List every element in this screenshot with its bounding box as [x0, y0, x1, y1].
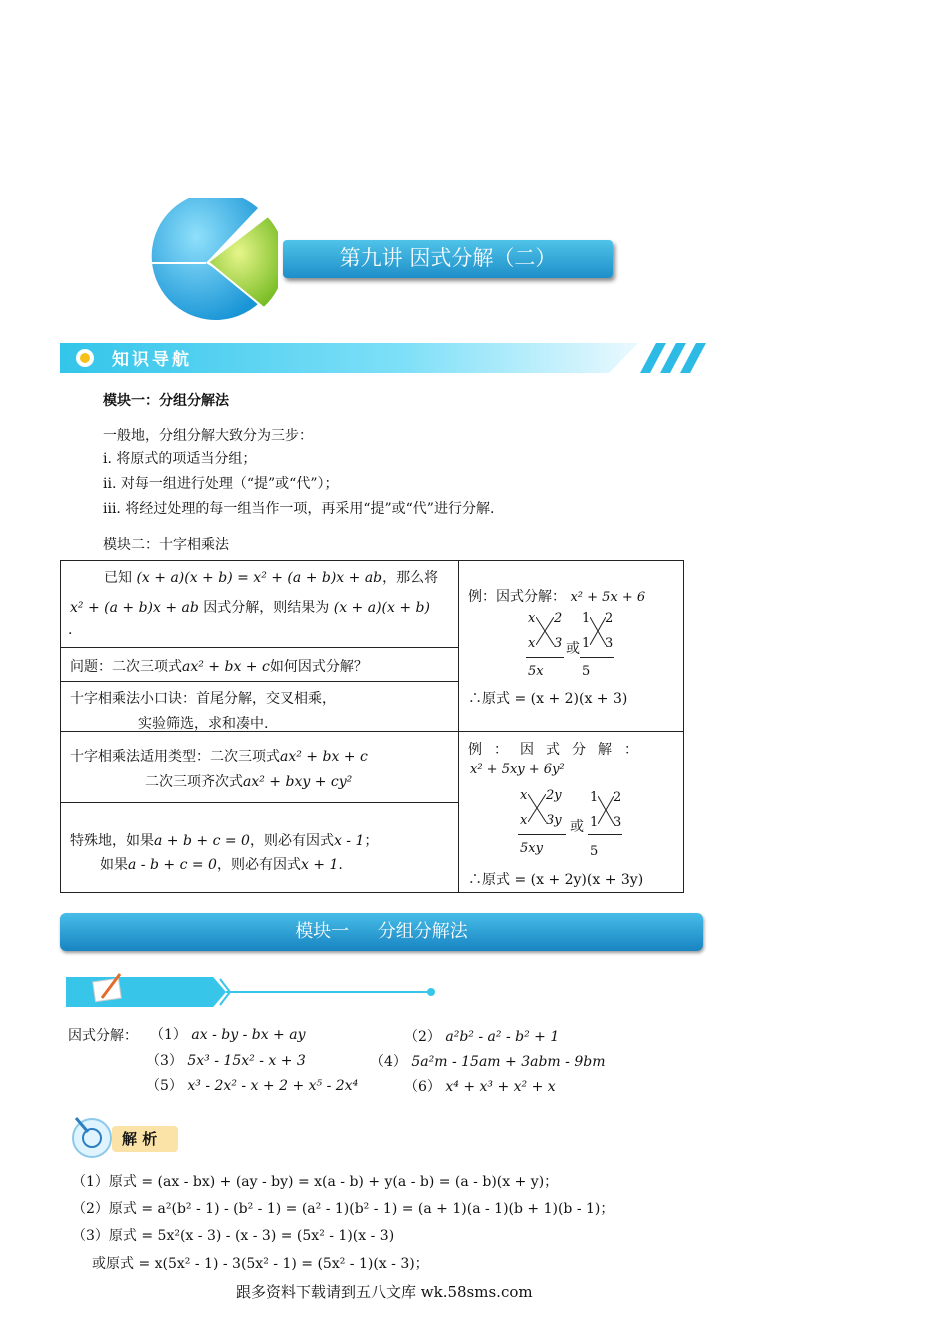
table-cell-text: 二次三项齐次式ax² + bxy + cy²: [145, 774, 353, 790]
exercise-item: （4） 5a²m - 15am + 3abm - 9bm: [370, 1054, 606, 1070]
sum-line: [580, 657, 614, 658]
table-divider: [60, 681, 458, 682]
cross-term: x: [520, 788, 528, 803]
slash-decoration: [680, 343, 706, 373]
cross-term: 2: [605, 611, 614, 626]
or-text: 或: [566, 641, 580, 657]
cross-term: 3: [554, 636, 563, 651]
cross-term: x: [528, 611, 536, 626]
cross-sum: 5xy: [520, 841, 543, 856]
module1-intro: 一般地，分组分解大致分为三步：: [103, 428, 313, 444]
table-cell-text: x² + (a + b)x + ab 因式分解，则结果为 (x + a)(x + b): [70, 600, 430, 616]
divider-line: [226, 991, 430, 993]
table-cell-text: 已知 (x + a)(x + b) = x² + (a + b)x + ab，那么将: [104, 570, 439, 586]
exercise-item: （2） a²b² - a² - b² + 1: [404, 1029, 560, 1045]
example-result: ∴原式 = (x + 2)(x + 3): [468, 691, 628, 707]
cross-term: 2y: [546, 788, 562, 803]
table-cell-text: 如果a - b + c = 0，则必有因式x + 1.: [100, 857, 343, 873]
table-cell-text: 十字相乘法小口诀：首尾分解，交叉相乘，: [70, 691, 336, 707]
footer-text: 跟多资料下载请到五八文库 wk.58sms.com: [236, 1283, 533, 1301]
cross-term: 1: [590, 815, 599, 830]
magnifier-icon: [66, 1112, 118, 1160]
cross-term: 3: [613, 815, 622, 830]
analysis-line: （3）原式 = 5x²(x - 3) - (x - 3) = (5x² - 1)(x - 3): [72, 1228, 395, 1244]
cross-term: 1: [582, 636, 591, 651]
table-cell-text: 特殊地，如果a + b + c = 0，则必有因式x - 1；: [70, 833, 379, 849]
module-band-right: 分组分解法: [377, 921, 468, 942]
cross-term: 2: [613, 790, 622, 805]
cross-term: 2: [554, 611, 563, 626]
module1-step: ii. 对每一组进行处理（“提”或“代”）；: [103, 476, 339, 492]
module-band-left: 模块一: [295, 921, 350, 942]
example-result: ∴原式 = (x + 2y)(x + 3y): [468, 872, 644, 888]
page-title: 第九讲 因式分解（二）: [283, 240, 613, 278]
table-cell-text: 实验筛选，求和凑中.: [138, 716, 269, 732]
sum-line: [526, 657, 564, 658]
table-cell-text: 十字相乘法适用类型：二次三项式ax² + bx + c: [70, 749, 368, 765]
cross-term: x: [520, 813, 528, 828]
sum-line: [588, 834, 622, 835]
analysis-line: （2）原式 = a²(b² - 1) - (b² - 1) = (a² - 1)(b² - 1) = (a + 1)(a - 1)(b + 1)(b - 1)；: [72, 1201, 615, 1217]
module1-step: i. 将原式的项适当分组；: [103, 451, 257, 467]
module-band: [60, 913, 703, 951]
cross-term: 3: [605, 636, 614, 651]
example-label: 例：因式分解： x² + 5x + 6: [468, 589, 646, 605]
module2-heading: 模块二：十字相乘法: [103, 537, 229, 553]
table-divider: [60, 802, 458, 803]
pie-logo: [138, 198, 278, 326]
table-divider: [60, 647, 458, 648]
module1-heading: 模块一：分组分解法: [103, 393, 229, 409]
cross-sum: 5: [582, 664, 591, 679]
bullet-icon: [76, 349, 94, 367]
exercise-item: （5） x³ - 2x² - x + 2 + x⁵ - 2x⁴: [146, 1078, 359, 1094]
exercise-item: （3） 5x³ - 15x² - x + 3: [146, 1053, 306, 1069]
exercise-item: （1） ax - by - bx + ay: [150, 1027, 306, 1043]
cross-lines: [536, 617, 554, 645]
analysis-label: 解 析: [112, 1126, 178, 1152]
cross-lines: [598, 796, 614, 824]
example-label: 例：因式分解：: [468, 742, 650, 758]
analysis-line: （1）原式 = (ax - bx) + (ay - by) = x(a - b) + y(a - b) = (a - b)(x + y)；: [72, 1174, 559, 1190]
table-cell-text: 问题：二次三项式ax² + bx + c如何因式分解？: [70, 659, 368, 675]
cross-sum: 5: [590, 844, 599, 859]
module1-step: iii. 将经过处理的每一组当作一项，再采用“提”或“代”进行分解.: [103, 501, 495, 517]
table-divider: [458, 560, 459, 893]
cross-lines: [590, 617, 606, 645]
pencil-icon: [88, 968, 128, 1008]
exercise-label: 因式分解：: [68, 1028, 138, 1044]
cross-term: 1: [590, 790, 599, 805]
cross-term: 3y: [546, 813, 562, 828]
cross-sum: 5x: [528, 664, 544, 679]
cross-term: 1: [582, 611, 591, 626]
example-expr: x² + 5xy + 6y²: [470, 762, 565, 777]
table-cell-text: .: [68, 622, 73, 638]
cross-lines: [528, 794, 546, 822]
divider-dot: [427, 988, 435, 996]
analysis-line: 或原式 = x(5x² - 1) - 3(5x² - 1) = (5x² - 1)(x - 3)；: [92, 1256, 429, 1272]
cross-term: x: [528, 636, 536, 651]
sum-line: [518, 834, 566, 835]
nav-label: 知识导航: [112, 350, 192, 370]
or-text: 或: [570, 819, 584, 835]
exercise-item: （6） x⁴ + x³ + x² + x: [404, 1079, 556, 1095]
